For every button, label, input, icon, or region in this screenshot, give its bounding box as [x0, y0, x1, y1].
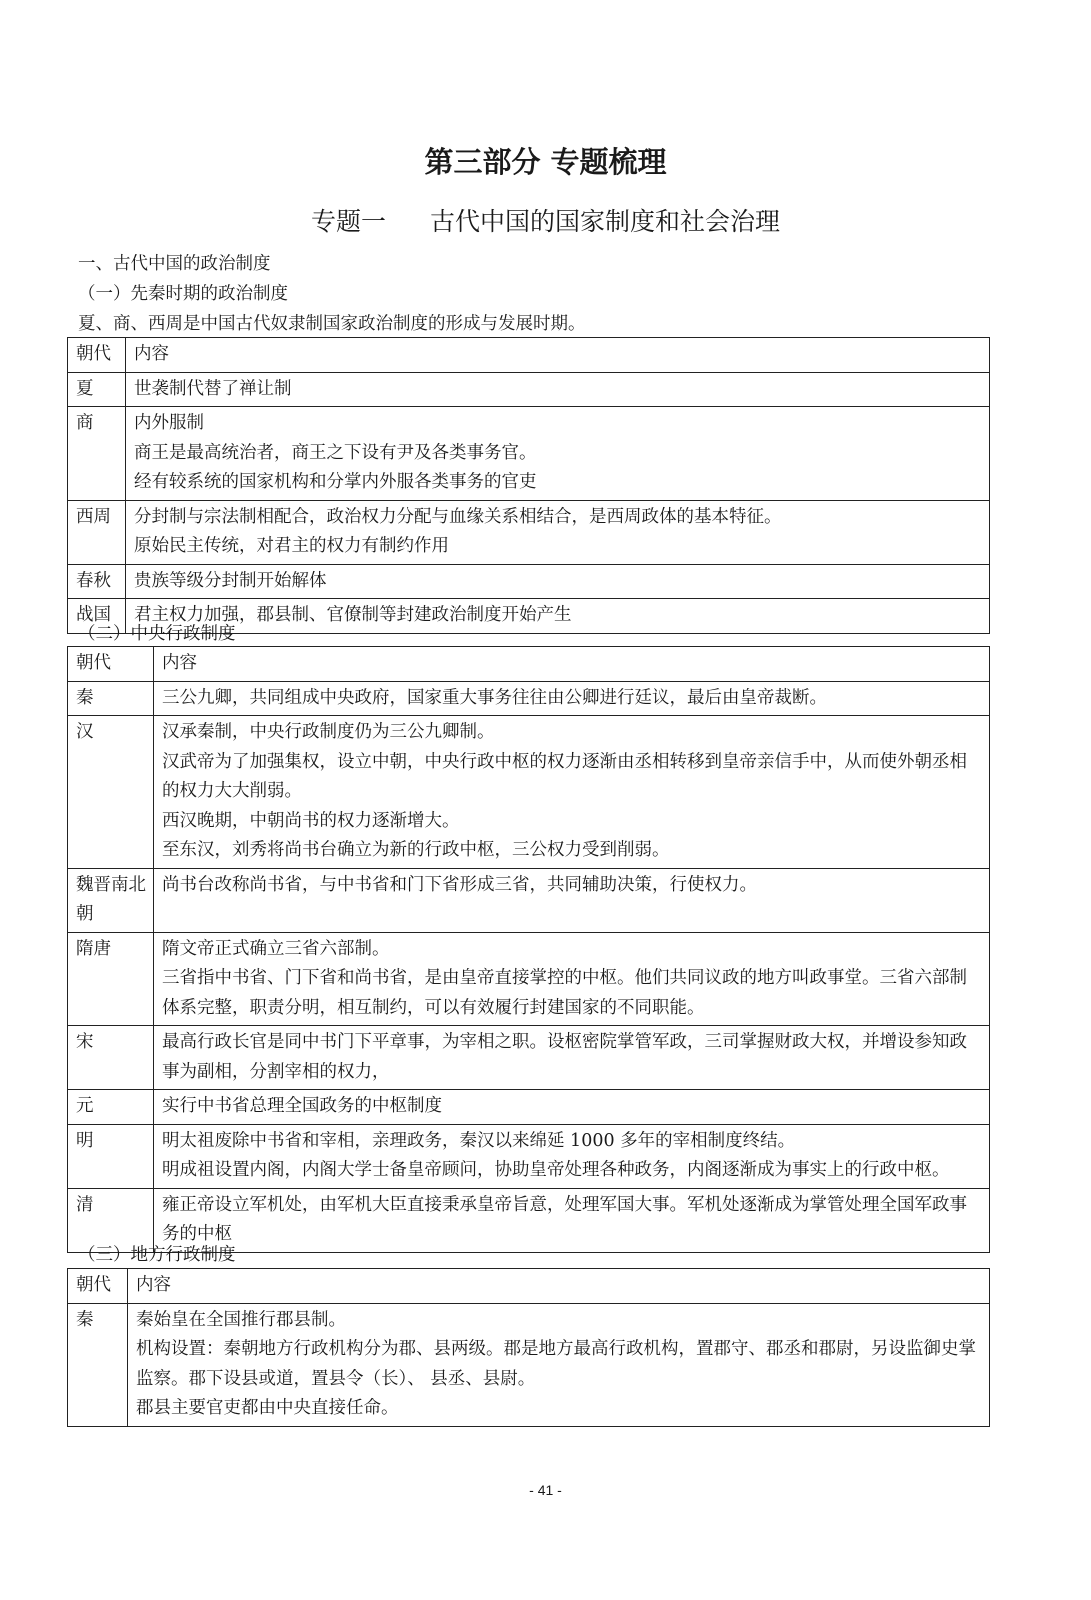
content-line: 至东汉，刘秀将尚书台确立为新的行政中枢，三公权力受到削弱。	[162, 840, 670, 860]
table-row	[68, 868, 990, 932]
content-cell	[154, 1188, 990, 1252]
content-line: 雍正帝设立军机处，由军机大臣直接秉承皇帝旨意，处理军国大事。军机处逐渐成为掌管处理全国军政事务的中枢	[162, 1194, 967, 1244]
topic-label: 专题一	[310, 207, 386, 236]
table-row	[68, 1026, 990, 1090]
table-row	[68, 681, 990, 716]
dynasty-cell: 隋唐	[68, 932, 154, 1026]
content-line: 经有较系统的国家机构和分掌内外服各类事务的官吏	[134, 472, 537, 492]
table-row	[68, 1090, 990, 1125]
content-cell	[128, 1303, 990, 1426]
dynasty-cell: 汉	[68, 716, 154, 869]
topic-name: 古代中国的国家制度和社会治理	[430, 207, 781, 236]
header-content: 内容	[128, 1269, 990, 1304]
content-line: 汉承秦制，中央行政制度仍为三公九卿制。	[162, 722, 495, 742]
dynasty-cell: 战国	[68, 599, 126, 634]
table-row	[68, 716, 990, 869]
header-content: 内容	[154, 647, 990, 682]
content-cell	[126, 407, 990, 501]
section-heading: 一、古代中国的政治制度	[78, 254, 271, 274]
dynasty-cell: 宋	[68, 1026, 154, 1090]
pre-qin-table	[67, 337, 990, 634]
page-number: - 41 -	[529, 1482, 562, 1498]
content-cell	[154, 868, 990, 932]
content-line: 郡县主要官吏都由中央直接任命。	[136, 1398, 399, 1418]
table-row	[68, 1124, 990, 1188]
dynasty-cell: 夏	[68, 372, 126, 407]
table-row	[68, 932, 990, 1026]
table-header-row	[68, 1269, 990, 1304]
content-line: 原始民主传统，对君主的权力有制约作用	[134, 536, 449, 556]
content-line: 商王是最高统治者，商王之下设有尹及各类事务官。	[134, 442, 537, 463]
dynasty-cell: 元	[68, 1090, 154, 1125]
content-line: 三公九卿，共同组成中央政府，国家重大事务往往由公卿进行廷议，最后由皇帝裁断。	[162, 687, 827, 708]
content-line: 最高行政长官是同中书门下平章事，为宰相之职。设枢密院掌管军政，三司掌握财政大权，并增设参知政事为副相，分割宰相的权力，	[162, 1032, 967, 1082]
content-line: 三省指中书省、门下省和尚书省，是由皇帝直接掌控的中枢。他们共同议政的地方叫政事堂。三省六部制体系完整，职责分明，相互制约，可以有效履行封建国家的不同职能。	[162, 968, 967, 1018]
intro-paragraph: 夏、商、西周是中国古代奴隶制国家政治制度的形成与发展时期。	[78, 314, 586, 334]
content-line: 君主权力加强，郡县制、官僚制等封建政治制度开始产生	[134, 605, 572, 625]
dynasty-cell: 春秋	[68, 564, 126, 599]
table-header-row	[68, 338, 990, 373]
content-cell	[154, 1026, 990, 1090]
table-row	[68, 372, 990, 407]
content-line: 机构设置：秦朝地方行政机构分为郡、县两级。郡是地方最高行政机构，置郡守、郡丞和郡尉，另设监御史掌监察。郡下设县或道，置县令（长）、 县丞、县尉。	[136, 1339, 976, 1389]
dynasty-cell: 商	[68, 407, 126, 501]
central-admin-table	[67, 646, 990, 1253]
local-admin-table	[67, 1268, 990, 1427]
content-cell	[154, 1090, 990, 1125]
content-line: 贵族等级分封制开始解体	[134, 570, 327, 591]
content-line: 实行中书省总理全国政务的中枢制度	[162, 1096, 442, 1116]
table-row	[68, 1303, 990, 1426]
content-line: 分封制与宗法制相配合，政治权力分配与血缘关系相结合，是西周政体的基本特征。	[134, 506, 782, 527]
dynasty-cell: 明	[68, 1124, 154, 1188]
part-title: 第三部分 专题梳理	[424, 145, 667, 179]
table-header-row	[68, 647, 990, 682]
table-row	[68, 500, 990, 564]
content-cell	[154, 716, 990, 869]
dynasty-cell: 西周	[68, 500, 126, 564]
subsection-heading-local: （三）地方行政制度	[78, 1245, 236, 1265]
content-line: 内外服制	[134, 413, 204, 433]
header-dynasty: 朝代	[68, 647, 154, 682]
topic-title	[0, 202, 1091, 238]
subsection-heading-pre-qin: （一）先秦时期的政治制度	[78, 284, 288, 304]
content-line: 隋文帝正式确立三省六部制。	[162, 938, 390, 959]
subsection-heading-central: （二）中央行政制度	[78, 624, 236, 644]
table-row	[68, 564, 990, 599]
header-dynasty: 朝代	[68, 1269, 128, 1304]
dynasty-cell: 清	[68, 1188, 154, 1252]
content-cell	[126, 372, 990, 407]
content-line: 西汉晚期，中朝尚书的权力逐渐增大。	[162, 810, 460, 831]
header-content: 内容	[126, 338, 990, 373]
content-line: 尚书台改称尚书省，与中书省和门下省形成三省，共同辅助决策，行使权力。	[162, 874, 757, 895]
header-dynasty: 朝代	[68, 338, 126, 373]
dynasty-cell: 秦	[68, 681, 154, 716]
content-cell	[154, 932, 990, 1026]
content-line: 世袭制代替了禅让制	[134, 378, 292, 399]
content-cell	[126, 564, 990, 599]
content-line: 明成祖设置内阁，内阁大学士备皇帝顾问，协助皇帝处理各种政务，内阁逐渐成为事实上的行政中枢。	[162, 1160, 950, 1180]
content-cell	[126, 599, 990, 634]
content-cell	[154, 681, 990, 716]
content-line: 汉武帝为了加强集权，设立中朝，中央行政中枢的权力逐渐由丞相转移到皇帝亲信手中，从而使外朝丞相的权力大大削弱。	[162, 751, 967, 801]
table-row	[68, 407, 990, 501]
content-line: 明太祖废除中书省和宰相，亲理政务，秦汉以来绵延 1000 多年的宰相制度终结。	[162, 1130, 796, 1151]
dynasty-cell: 魏晋南北朝	[68, 868, 154, 932]
content-cell	[154, 1124, 990, 1188]
content-line: 秦始皇在全国推行郡县制。	[136, 1309, 346, 1330]
content-cell	[126, 500, 990, 564]
dynasty-cell: 秦	[68, 1303, 128, 1426]
